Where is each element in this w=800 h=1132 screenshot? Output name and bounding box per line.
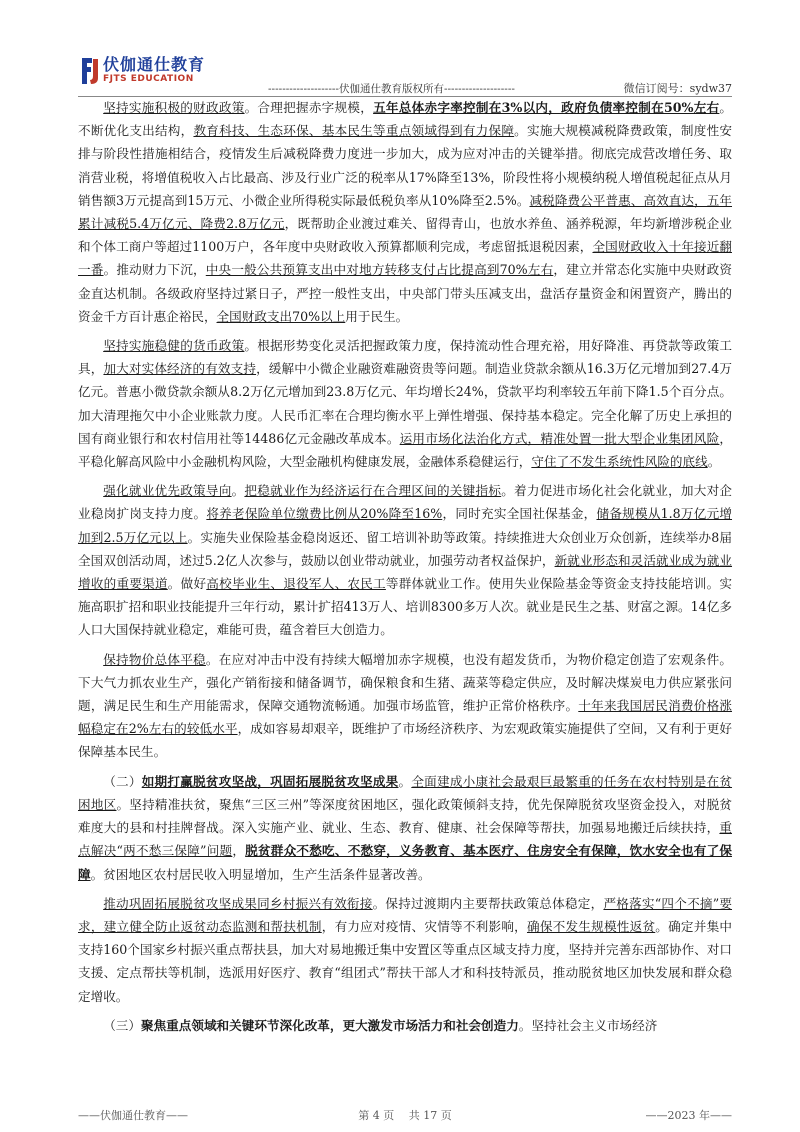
text-run: 重点解决“两不愁三保障”问题 (78, 820, 732, 859)
text-run: 。实施失业保险基金稳岗返还、留工培训补助等政策。持续推进大众创业万众创新，连续举办8届全国双创活动周，述过5.2亿人次参与，鼓励以创业带动就业，加强劳动者权益保护， (78, 529, 733, 568)
text-run: 。根据形势变化灵活把握政策力度，保持流动性合理充裕，用好降准、再贷款等政策工具， (78, 338, 733, 377)
page-header (78, 56, 732, 96)
text-run: 。在应对冲击中没有持续大幅增加赤字规模，也没有超发货币，为物价稳定创造了宏观条件。下大气力抓农业生产，强化产销衔接和储备调节，确保粮食和生猪、蔬菜等稳定供应，及时解决煤炭电力供应紧张问题，满足民生和生产用能需求，保障交通物流畅通。加强市场监管，维护正常价格秩序。 (78, 651, 732, 714)
wechat-account: 微信订阅号：sydw37 (623, 82, 732, 95)
paragraph-reform (78, 1014, 732, 1037)
text-run: 。 (707, 454, 721, 470)
text-run: ，缓解中小微企业融资难融资贵等问题。制造业贷款余额从16.3万亿元增加到27.4万亿元。普惠小微贷款余额从8.2万亿元增加到23.8万亿元、年均增长24%，贷款平均利率较五年前下降1.5个百分点。加大清理拖欠中小企业账款力度。人民币汇率在合理均衡水平上弹性增强、保持基本稳定。完全化解了历史上承担的国有商业银行和农村信用社等14486亿元金融改革成本。 (78, 361, 732, 446)
text-run: 。推动财力下沉， (103, 262, 206, 278)
text-run: 严格落实“四个不摘”要求，建立健全防止返贫动态监测和帮扶机制 (78, 895, 733, 934)
text-run: 。确定并集中支持160个国家乡村振兴重点帮扶县，加大对易地搬迁集中安置区等重点区域支持力度，坚持并完善东西部协作、对口支援、定点帮扶等机制，选派用好医疗、教育“组团式”帮扶干部人才和科技特派员，推动脱贫地区加快发展和群众稳定增收。 (78, 918, 732, 1004)
text-run: 等群体就业工作。使用失业保险基金等资金支持技能培训。实施高职扩招和职业技能提升三年行动，累计扩招413万人、培训8300多万人次。就业是民生之基、财富之源。14亿多人口大国保持就业稳定，难能可贵，蕴含着巨大创造力。 (78, 576, 732, 638)
text-run: 。 (231, 483, 245, 499)
text-run: ，平稳化解高风险中小金融机构风险，大型金融机构健康发展，金融体系稳健运行， (78, 430, 732, 470)
text-run: 全国财政支出70%以上 (216, 308, 346, 324)
text-run: 全面建成小康社会最艰巨最繁重的任务在农村特别是在贫困地区 (78, 773, 733, 812)
document-body (78, 96, 732, 1043)
brand-logo (78, 56, 205, 86)
paragraph-monetary-policy (78, 334, 732, 473)
text-run: （二） (103, 773, 142, 789)
text-run: 。着力促进市场化社会化就业，加大对企业稳岗扩岗支持力度。 (78, 483, 733, 522)
text-run: 强化就业优先政策导向 (103, 483, 232, 499)
text-run: 。合理把握赤字规模， (244, 100, 374, 115)
text-run: 把稳就业作为经济运行在合理区间的关键指标 (244, 483, 502, 499)
text-run: 推动巩固拓展脱贫攻坚成果同乡村振兴有效衔接 (103, 895, 373, 911)
paragraph-price-stability (78, 648, 732, 764)
text-run: 运用市场化法治化方式，精准处置一批大型企业集团风险 (399, 430, 720, 446)
paragraph-rural-revitalization (78, 892, 732, 1008)
text-run: 。贫困地区农村居民收入明显增加，生产生活条件显著改善。 (90, 866, 431, 882)
text-run: ， (232, 843, 246, 859)
page-number: 第 4 页 共 17 页 (358, 1109, 452, 1122)
text-run: ，有力应对疫情、灾情等不利影响， (321, 918, 527, 934)
text-run: 加大对实体经济的有效支持 (103, 361, 257, 377)
text-run: 。做好 (167, 576, 207, 592)
text-run: 。实施大规模减税降费政策，制度性安排与阶段性措施相结合，疫情发生后减税降费力度进一步加大，成为应对冲击的关键举措。彻底完成营改增任务、取消营业税，将增值税收入占比最高、涉及行业广泛的税率从17%降至13%，阶段性将小规模纳税人增值税起征点从月销售额3万元提高到15万元、小微企业所得税实际最低税负率从10%降至2.5%。 (78, 123, 732, 208)
text-run: 。 (398, 773, 412, 789)
text-run: 中央一般公共预算支出中对地方转移支付占比提高到70%左右 (205, 262, 554, 278)
text-run: ，建立并常态化实施中央财政资金直达机制。各级政府坚持过紧日子，严控一般性支出，中央部门带头压减支出，盘活存量资金和闲置资产，腾出的资金千方百计惠企裕民， (78, 262, 733, 324)
text-run: 。坚持精准扶贫，聚焦“三区三州”等深度贫困地区，强化政策倾斜支持，优先保障脱贫攻坚资金投入，对脱贫难度大的县和村挂牌督战。深入实施产业、就业、生态、教育、健康、社会保障等帮扶，加强易地搬迁后续扶持， (78, 796, 732, 836)
paragraph-employment (78, 479, 732, 641)
text-run: （三） (103, 1017, 141, 1033)
text-run: 十年来我国居民消费价格涨幅稳定在2%左右的较低水平 (78, 698, 732, 737)
text-run: 确保不发生规模性返贫 (526, 918, 656, 934)
copyright-notice: --------------------伏伽通仕教育版权所有-------------------- (268, 83, 515, 95)
text-run: ，同时充实全国社保基金， (442, 506, 597, 522)
footer-brand: ——伏伽通仕教育—— (78, 1109, 188, 1122)
text-run: 。保持过渡期内主要帮扶政策总体稳定， (372, 895, 604, 911)
text-run: 新就业形态和灵活就业成为就业增收的重要渠道 (78, 552, 733, 592)
text-run: 减税降费公平普惠、高效直达，五年累计减税5.4万亿元、降费2.8万亿元 (78, 192, 733, 232)
text-run: 高校毕业生、退役军人、农民工 (206, 576, 386, 592)
footer-year: ——2023 年—— (645, 1109, 732, 1122)
text-run: 教育科技、生态环保、基本民生等重点领域得到有力保障 (193, 123, 515, 139)
text-run: 坚持实施积极的财政政策 (103, 100, 245, 115)
text-run: 保持物价总体平稳 (103, 651, 206, 667)
text-run: 将养老保险单位缴费比例从20%降至16% (206, 506, 443, 522)
text-run: ，成如容易却艰辛，既维护了市场经济秩序、为宏观政策实施提供了空间，又有利于更好保障基本民生。 (78, 721, 733, 760)
paragraph-fiscal-policy (78, 96, 732, 328)
text-run: 。不断优化支出结构， (78, 100, 732, 139)
paragraph-poverty-alleviation (78, 770, 732, 886)
logo-english-name: FJTS EDUCATION (103, 74, 194, 84)
text-run: 用于民生。 (345, 308, 409, 324)
text-run: 全国财政收入十年接近翻一番 (78, 239, 732, 278)
text-run: 聚焦重点领域和关键环节深化改革，更大激发市场活力和社会创造力 (140, 1017, 519, 1033)
text-run: 脱贫群众不愁吃、不愁穿，义务教育、基本医疗、住房安全有保障，饮水安全也有了保障 (78, 843, 733, 882)
text-run: ，既帮助企业渡过难关、留得青山，也放水养鱼、涵养税源，年均新增涉税企业和个体工商户等超过1100万户，各年度中央财政收入预算都顺利完成，考虑留抵退税因素， (78, 216, 733, 255)
fj-logo-icon (78, 56, 100, 86)
text-run: 储备规模从1.8万亿元增加到2.5万亿元以上 (78, 506, 733, 545)
text-run: 五年总体赤字率控制在3%以内，政府负债率控制在50%左右 (373, 100, 720, 115)
text-run: 守住了不发生系统性风险的底线 (531, 454, 708, 470)
logo-chinese-name: 伏伽通仕教育 (103, 55, 206, 74)
text-run: 如期打赢脱贫攻坚战，巩固拓展脱贫攻坚成果 (141, 773, 399, 789)
text-run: 。坚持社会主义市场经济 (518, 1017, 658, 1033)
text-run: 坚持实施稳健的货币政策 (103, 338, 245, 354)
